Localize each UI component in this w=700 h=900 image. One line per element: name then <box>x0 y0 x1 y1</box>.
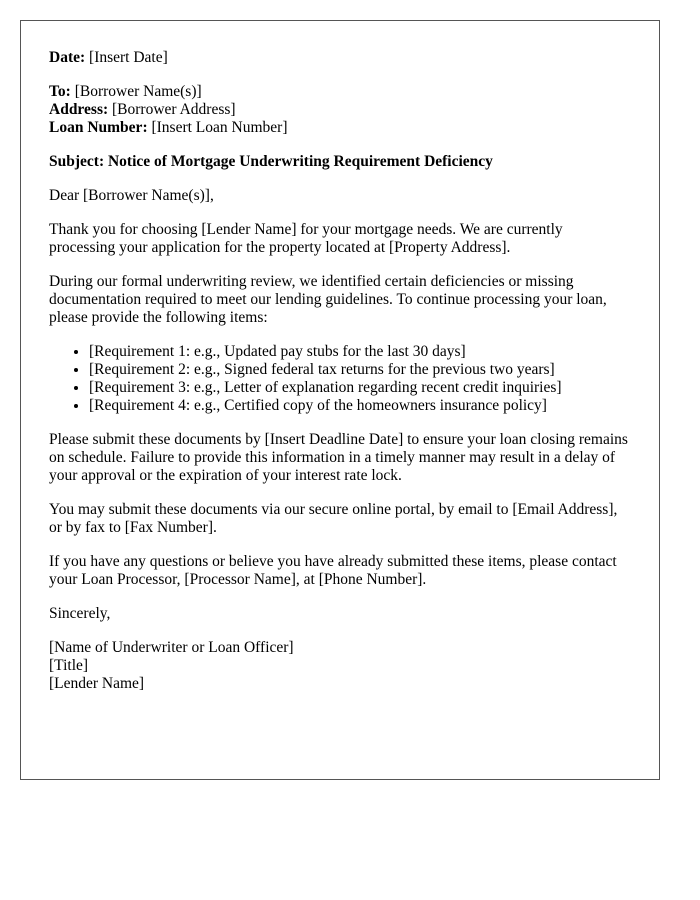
requirements-list <box>49 343 632 415</box>
recipient-to-line <box>49 83 632 101</box>
recipient-address-line <box>49 101 632 119</box>
review-paragraph: During our formal underwriting review, we identified certain deficiencies or missing documentation required to meet our lending guidelines. To continue processing your loan, please provide the following items: <box>49 273 607 326</box>
recipient-block <box>49 83 632 137</box>
date-label: Date: <box>49 49 86 66</box>
signature-name: [Name of Underwriter or Loan Officer] <box>49 639 294 656</box>
intro-paragraph: Thank you for choosing [Lender Name] for your mortgage needs. We are currently processing your application for the property located at [Property Address]. <box>49 221 563 256</box>
requirement-item: • [Requirement 3: e.g., Letter of explanation regarding recent credit inquiries] <box>89 379 632 397</box>
questions-paragraph: If you have any questions or believe you have already submitted these items, please contact your Loan Processor, [Processor Name], at [Phone Number]. <box>49 553 617 588</box>
address-value: [Borrower Address] <box>112 101 236 118</box>
subject-text: Subject: Notice of Mortgage Underwriting Requirement Deficiency <box>49 153 493 170</box>
subject-line <box>49 153 632 171</box>
deadline-paragraph: Please submit these documents by [Insert Deadline Date] to ensure your loan closing remains on schedule. Failure to provide this information in a timely manner may result in a delay of your approval or the expiration of your interest rate lock. <box>49 431 628 484</box>
to-value: [Borrower Name(s)] <box>74 83 202 100</box>
closing: Sincerely, <box>49 605 111 622</box>
address-label: Address: <box>49 101 109 118</box>
requirement-item: • [Requirement 2: e.g., Signed federal tax returns for the previous two years] <box>89 361 632 379</box>
requirement-item: • [Requirement 4: e.g., Certified copy of the homeowners insurance policy] <box>89 397 632 415</box>
signature-title: [Title] <box>49 657 89 674</box>
submission-paragraph: You may submit these documents via our secure online portal, by email to [Email Address], or by fax to [Fax Number]. <box>49 501 618 536</box>
to-label: To: <box>49 83 71 100</box>
requirement-item: • [Requirement 1: e.g., Updated pay stubs for the last 30 days] <box>89 343 632 361</box>
date-value: [Insert Date] <box>89 49 168 66</box>
salutation: Dear [Borrower Name(s)], <box>49 187 214 204</box>
loan-number-value: [Insert Loan Number] <box>151 119 288 136</box>
signature-lender: [Lender Name] <box>49 675 145 692</box>
letter-document <box>20 20 660 780</box>
loan-number-line <box>49 119 632 137</box>
letter-date <box>49 49 632 67</box>
loan-number-label: Loan Number: <box>49 119 148 136</box>
signature-block <box>49 639 632 693</box>
